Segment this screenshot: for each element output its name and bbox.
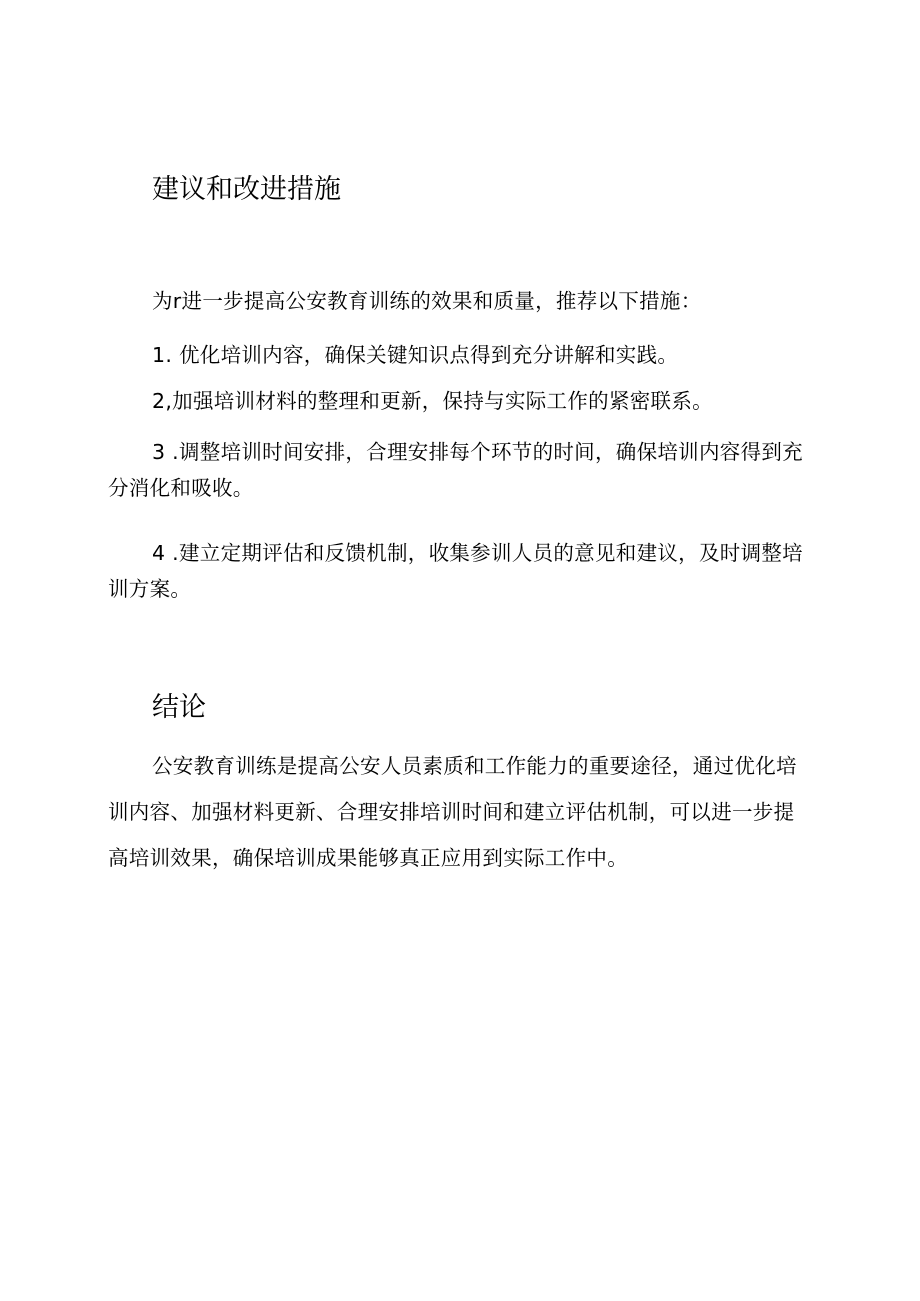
conclusion-body: 公安教育训练是提高公安人员素质和工作能力的重要途径，通过优化培训内容、加强材料更新、合理安排培训时间和建立评估机制，可以进一步提高培训效果，确保培训成果能够真正应用到实际工作中。	[108, 754, 797, 870]
suggestion-item-1: 1. 优化培训内容，确保关键知识点得到充分讲解和实践。	[152, 343, 679, 367]
suggestion-item-4: 4 .建立定期评估和反馈机制，收集参训人员的意见和建议，及时调整培训方案。	[108, 541, 803, 601]
suggestions-intro: 为r进一步提高公安教育训练的效果和质量，推荐以下措施：	[152, 289, 702, 313]
section-heading-conclusion: 结论	[152, 692, 206, 723]
suggestion-item-3: 3 .调整培训时间安排，合理安排每个环节的时间，确保培训内容得到充分消化和吸收。	[108, 440, 803, 500]
suggestion-item-2: 2,加强培训材料的整理和更新，保持与实际工作的紧密联系。	[152, 389, 713, 413]
section-heading-suggestions: 建议和改进措施	[152, 174, 341, 205]
